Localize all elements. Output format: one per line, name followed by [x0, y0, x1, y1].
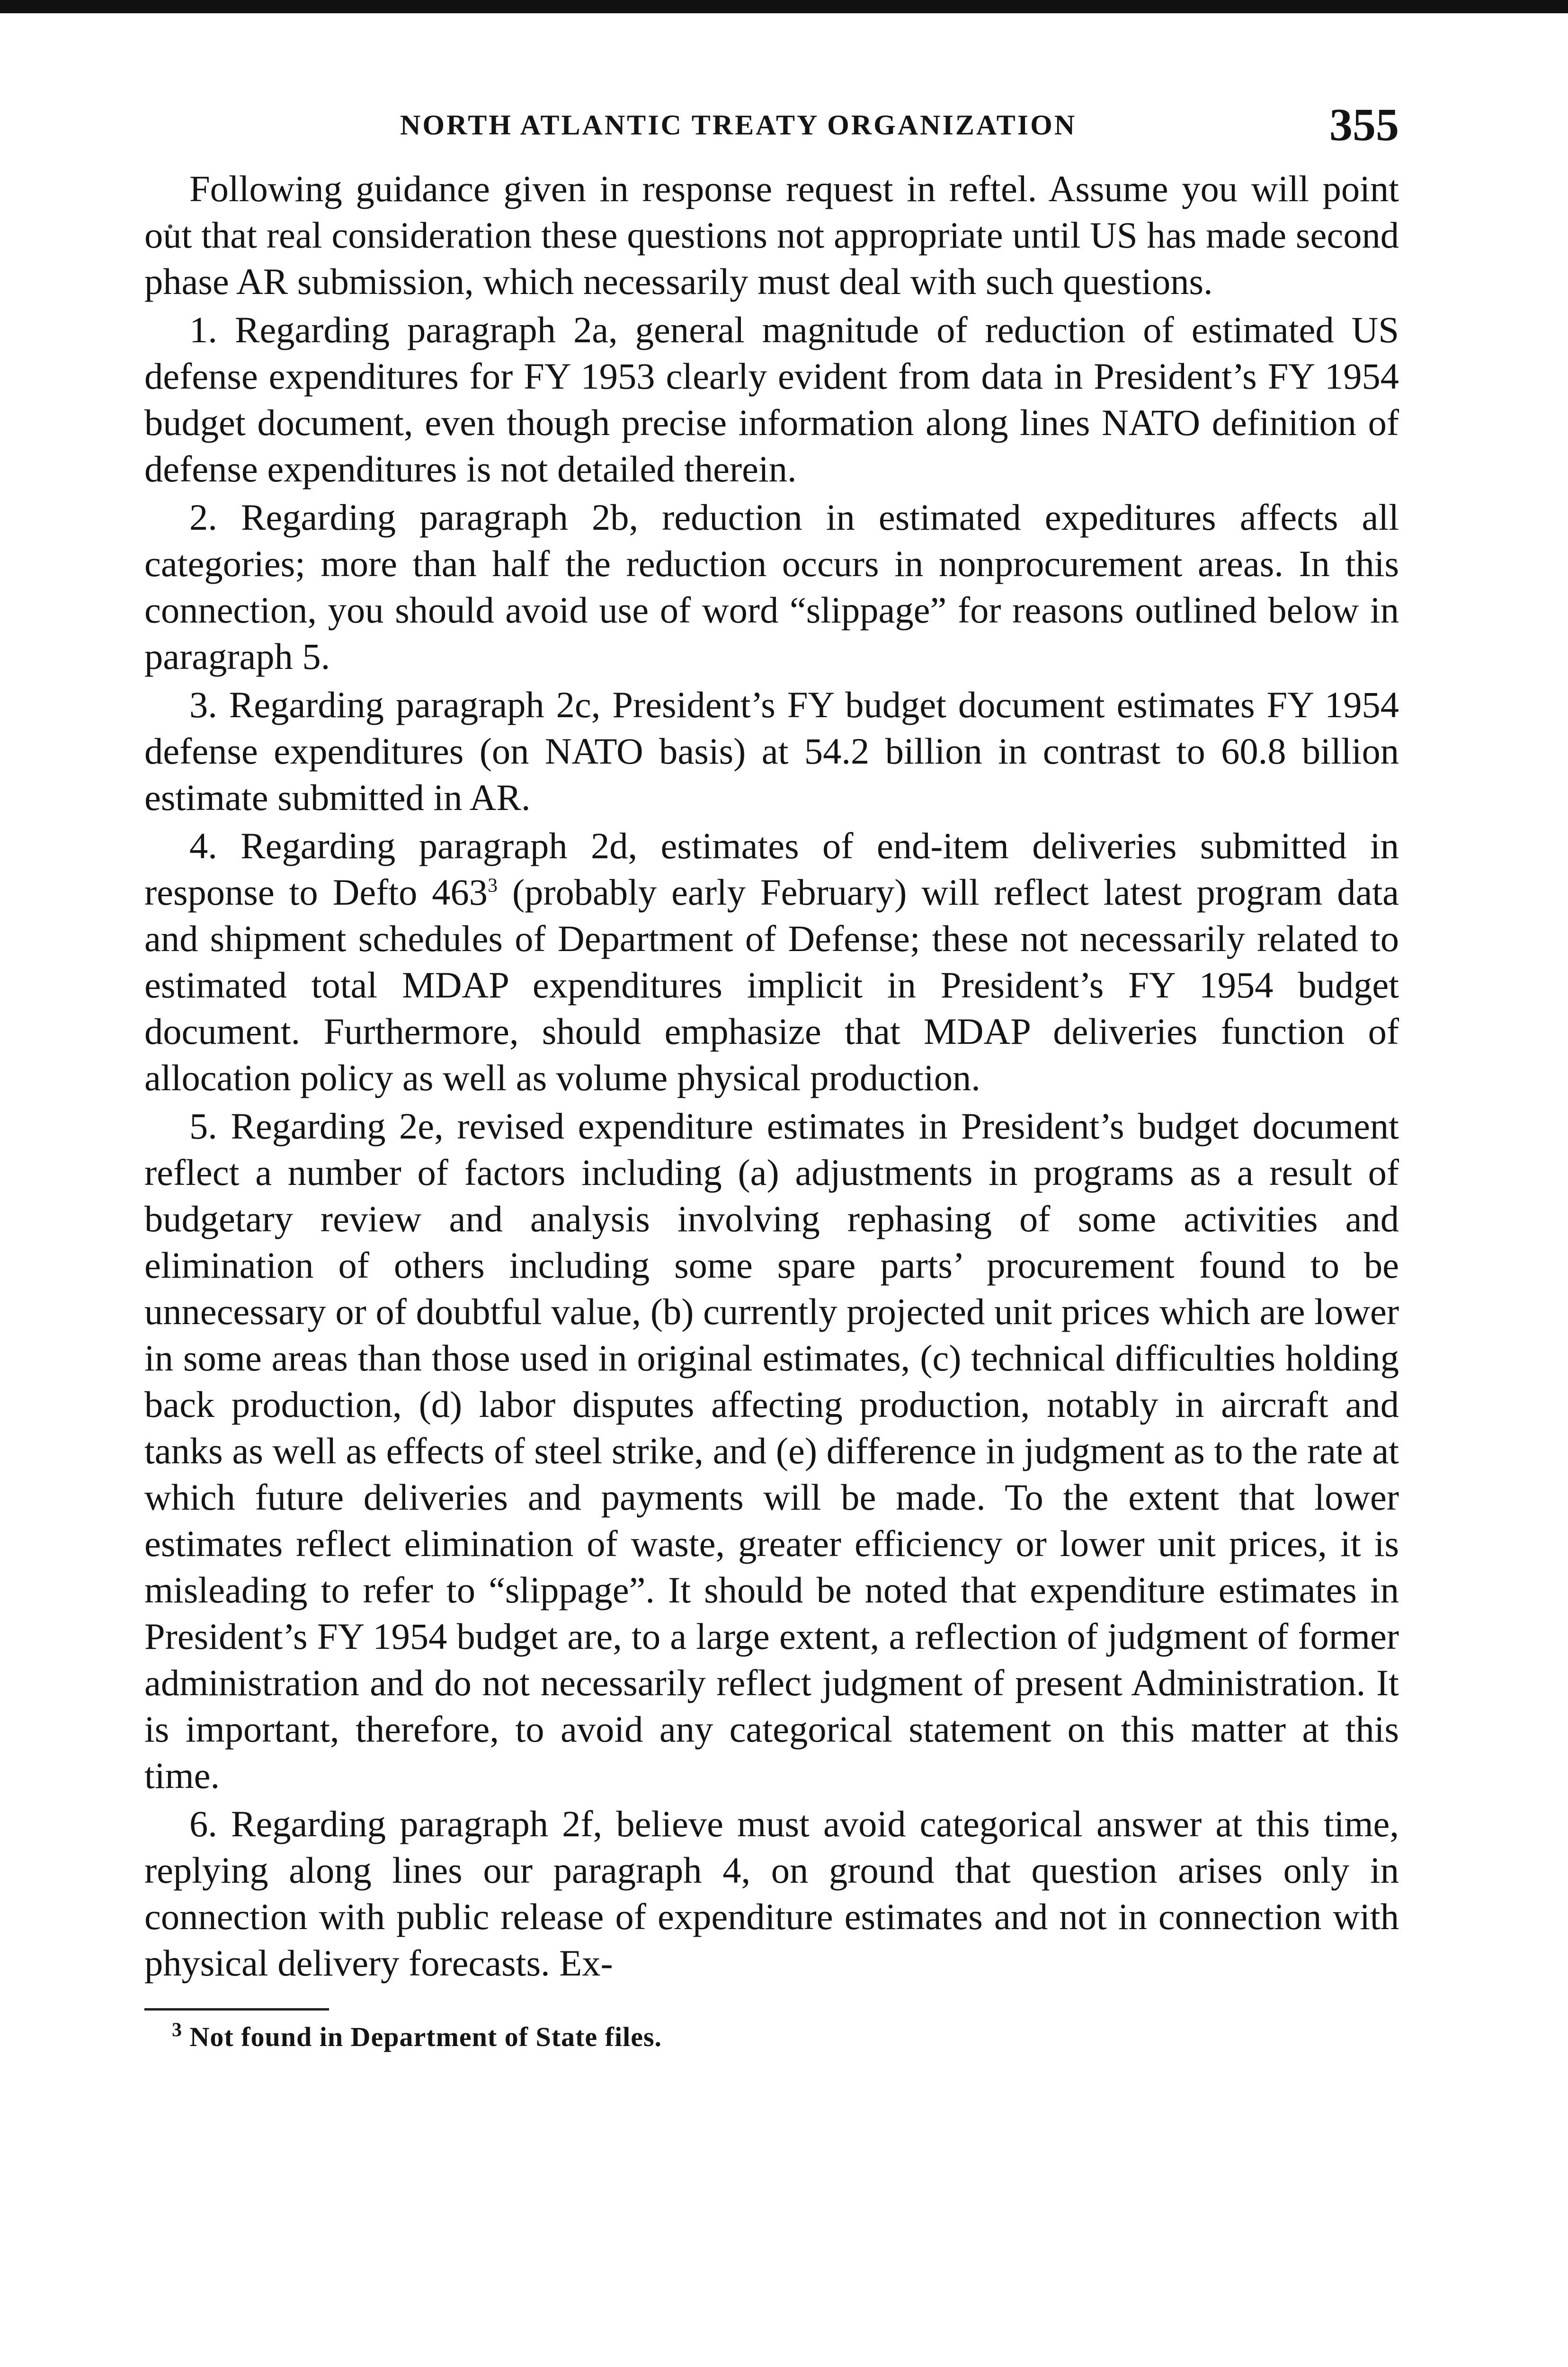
footnote	[144, 2021, 1399, 2053]
footnote-mark: 3	[172, 2019, 182, 2041]
running-head-title: NORTH ATLANTIC TREATY ORGANIZATION	[400, 109, 1077, 141]
document-page	[144, 95, 1399, 2053]
page-number: 355	[1329, 99, 1399, 151]
footnote-text: Not found in Department of State files.	[189, 2021, 662, 2052]
paragraph-4-text-end: (probably early February) will reflect latest program data and shipment schedules of Department of Defense; these not necessarily related to estimated total MDAP expenditures implicit in President’s FY 1954 budget document. Furthermore, should emphasize that MDAP deliveries function of allocation policy as well as volume physical production.	[144, 872, 1399, 1098]
paragraph-intro: Following guidance given in response request in reftel. Assume you will point out that real consideration these questions not appropriate until US has made second phase AR submission, which necessarily must deal with such questions.	[144, 168, 1399, 302]
body-text	[144, 166, 1399, 1986]
footnote-divider	[144, 2008, 329, 2011]
paragraph-5: 5. Regarding 2e, revised expenditure estimates in President’s budget document reflect a number of factors including (a) adjustments in programs as a result of budgetary review and analysis involving rephasing of some activities and elimination of others including some spare parts’ procurement found to be unnecessary or of doubtful value, (b) currently projected unit prices which are lower in some areas than those used in original estimates, (c) technical difficulties holding back production, (d) labor disputes affecting production, notably in aircraft and tanks as well as effects of steel strike, and (e) difference in judgment as to the rate at which future deliveries and payments will be made. To the extent that lower estimates reflect elimination of waste, greater efficiency or lower unit prices, it is misleading to refer to “slippage”. It should be noted that expenditure estimates in President’s FY 1954 budget are, to a large extent, a reflection of judgment of former administration and do not necessarily reflect judgment of present Administration. It is important, therefore, to avoid any categorical statement on this matter at this time.	[144, 1105, 1399, 1796]
scan-top-edge	[0, 0, 1568, 13]
paragraph-4-text-start: 4. Regarding paragraph 2d, estimates of end-item deliveries submitted in response to Defto 463	[144, 825, 1399, 913]
paragraph-2: 2. Regarding paragraph 2b, reduction in estimated expeditures affects all categories; more than half the reduction occurs in nonprocurement areas. In this connection, you should avoid use of word “slippage” for reasons outlined below in paragraph 5.	[144, 497, 1399, 677]
paragraph-1: 1. Regarding paragraph 2a, general magnitude of reduction of estimated US defense expenditures for FY 1953 clearly evident from data in President’s FY 1954 budget document, even though precise information along lines NATO definition of defense expenditures is not detailed therein.	[144, 309, 1399, 489]
running-head	[144, 95, 1399, 166]
paragraph-3: 3. Regarding paragraph 2c, President’s FY budget document estimates FY 1954 defense expenditures (on NATO basis) at 54.2 billion in contrast to 60.8 billion estimate submitted in AR.	[144, 684, 1399, 818]
paragraph-4	[144, 823, 1399, 1101]
footnote-reference: 3	[488, 874, 498, 897]
paragraph-6: 6. Regarding paragraph 2f, believe must avoid categorical answer at this time, replying along lines our paragraph 4, on ground that question arises only in connection with public release of expenditure estimates and not in connection with physical delivery forecasts. Ex-	[144, 1803, 1399, 1984]
